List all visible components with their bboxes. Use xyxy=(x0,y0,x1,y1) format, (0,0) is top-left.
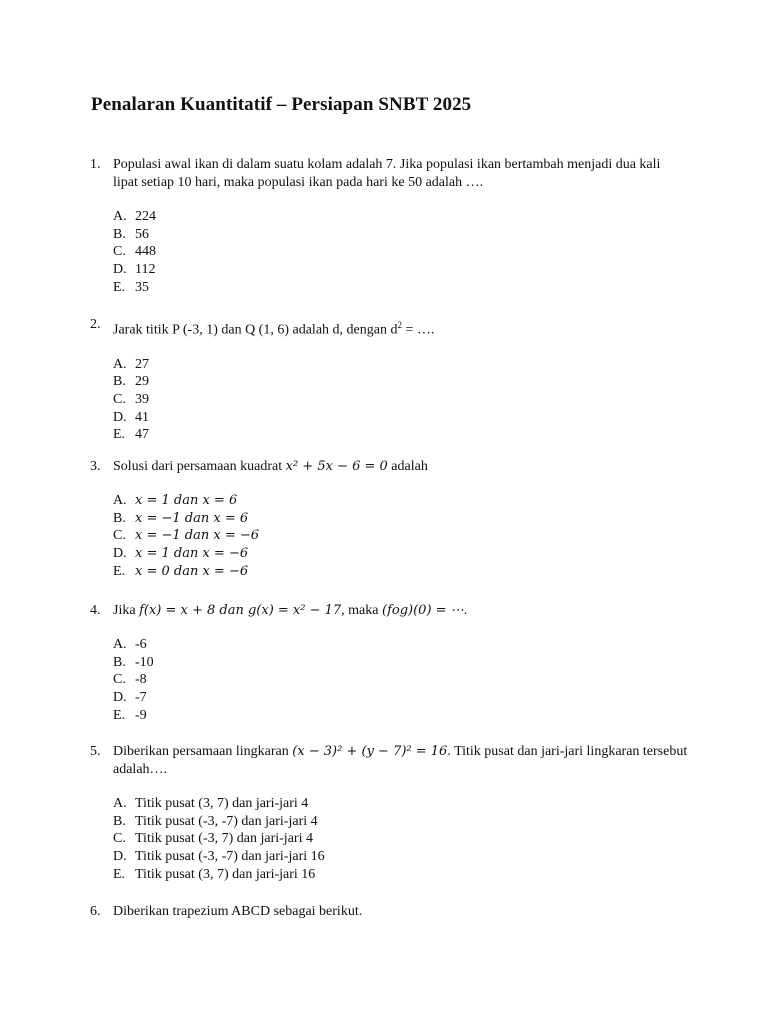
option-b: B. 29 xyxy=(113,374,149,390)
question-text: Solusi dari persamaan kuadrat x² + 5x − 6 = 0 adalah xyxy=(113,459,428,474)
option-e: E. -9 xyxy=(113,707,147,723)
option-c: C. 39 xyxy=(113,392,149,408)
option-list xyxy=(113,492,690,580)
option-b: B. 56 xyxy=(113,226,149,242)
option-a: A. -6 xyxy=(113,637,147,652)
option-d: D. -7 xyxy=(113,690,147,706)
option-d: D. Titik pusat (-3, -7) dan jari-jari 16 xyxy=(113,849,325,865)
equation: x² + 5x − 6 = 0 xyxy=(285,459,388,474)
option-a: A. x = 1 dan x = 6 xyxy=(113,493,238,508)
question-number: 6. xyxy=(90,904,101,919)
option-c: C. -8 xyxy=(113,672,147,688)
question-text: Diberikan trapezium ABCD sebagai berikut. xyxy=(113,904,363,919)
option-c: C. Titik pusat (-3, 7) dan jari-jari 4 xyxy=(113,831,313,847)
option-e: E. 47 xyxy=(113,427,149,443)
question-1 xyxy=(90,156,690,296)
option-d: D. 112 xyxy=(113,262,156,278)
option-list xyxy=(113,636,690,724)
equation: f(x) = x + 8 dan g(x) = x² − 17 xyxy=(139,603,342,618)
option-d: D. 41 xyxy=(113,409,149,425)
question-5 xyxy=(90,743,690,883)
option-b: B. x = −1 dan x = 6 xyxy=(113,510,249,526)
page-title: Penalaran Kuantitatif – Persiapan SNBT 2025 xyxy=(91,94,472,115)
question-4 xyxy=(90,602,690,724)
option-a: A. Titik pusat (3, 7) dan jari-jari 4 xyxy=(113,796,309,811)
option-list xyxy=(113,356,690,444)
option-c: C. x = −1 dan x = −6 xyxy=(113,528,260,544)
option-list xyxy=(113,208,690,296)
option-list xyxy=(113,795,690,883)
question-number: 2. xyxy=(90,317,101,332)
option-c: C. 448 xyxy=(113,244,156,260)
question-number: 4. xyxy=(90,603,101,618)
option-b: B. -10 xyxy=(113,654,154,670)
question-6 xyxy=(90,903,690,921)
option-b: B. Titik pusat (-3, -7) dan jari-jari 4 xyxy=(113,813,318,829)
question-text: Jika f(x) = x + 8 dan g(x) = x² − 17, maka (fog)(0) = ⋯. xyxy=(113,603,468,618)
question-text: Populasi awal ikan di dalam suatu kolam adalah 7. Jika populasi ikan bertambah menjadi dua kali lipat setiap 10 hari, maka populasi ikan pada hari ke 50 adalah …. xyxy=(113,157,661,190)
option-d: D. x = 1 dan x = −6 xyxy=(113,546,249,562)
question-3 xyxy=(90,458,690,580)
option-a: A. 224 xyxy=(113,209,156,224)
question-2 xyxy=(90,316,690,444)
option-e: E. x = 0 dan x = −6 xyxy=(113,563,249,579)
option-a: A. 27 xyxy=(113,356,149,372)
option-e: E. 35 xyxy=(113,279,149,295)
question-text: Diberikan persamaan lingkaran (x − 3)² + (y − 7)² = 16. Titik pusat dan jari-jari lingkaran tersebut adalah…. xyxy=(113,744,688,777)
question-number: 3. xyxy=(90,459,101,474)
equation: (x − 3)² + (y − 7)² = 16 xyxy=(292,744,448,759)
option-e: E. Titik pusat (3, 7) dan jari-jari 16 xyxy=(113,866,316,882)
question-number: 5. xyxy=(90,744,101,759)
question-text: Jarak titik P (-3, 1) dan Q (1, 6) adalah d, dengan $d^2$ = …. xyxy=(113,320,435,338)
equation: (fog)(0) = ⋯ xyxy=(382,603,464,618)
question-number: 1. xyxy=(90,157,101,172)
